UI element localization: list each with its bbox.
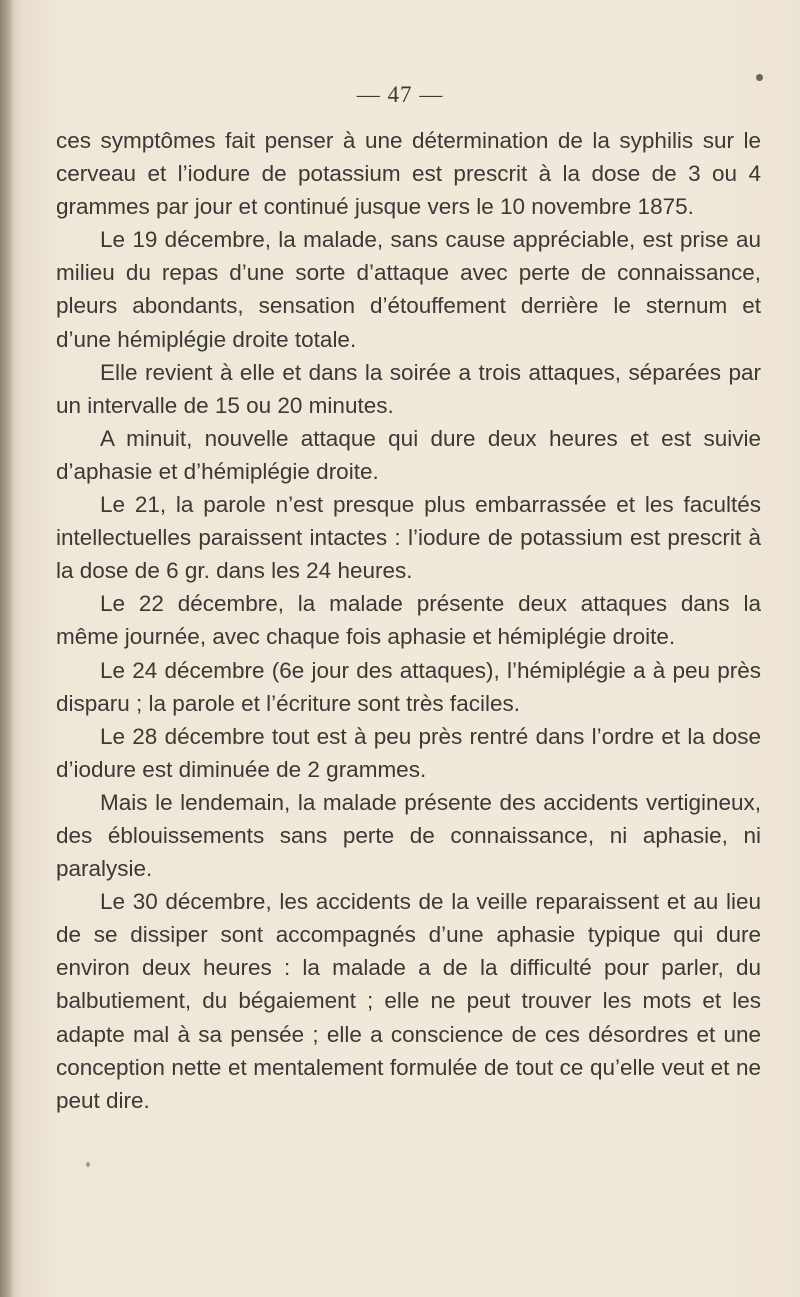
body-text: [56, 124, 761, 1117]
paragraph-1: ces symptômes fait penser à une détermination de la syphilis sur le cerveau et l’iodure de potassium est prescrit à la dose de 3 ou 4 grammes par jour et continué jusque vers le 10 novembre 1875.: [56, 128, 761, 220]
paragraph-5: Le 21, la parole n’est presque plus embarrassée et les facultés intellectuelles paraissent intactes : l’iodure de potassium est prescrit à la dose de 6 gr. dans les 24 heures.: [56, 492, 761, 584]
page-number: — 47 —: [356, 82, 444, 107]
paragraph-10: Le 30 décembre, les accidents de la veille reparaissent et au lieu de se dissiper sont accompagnés d’une aphasie typique qui dure environ deux heures : la malade a de la difficulté pour parler, du balbutiement, du bégaiement ; elle ne peut trouver les mots et les adapte mal à sa pensée ; elle a conscience de ces désordres et une conception nette et mentalement formulée de tout ce qu’elle veut et ne peut dire.: [56, 889, 761, 1113]
binding-shadow: [0, 0, 14, 1297]
ink-speck: [756, 74, 763, 81]
paragraph-2: Le 19 décembre, la malade, sans cause appréciable, est prise au milieu du repas d’une sorte d’attaque avec perte de connaissance, pleurs abondants, sensation d’étouffement derrière le sternum et d’une hémiplégie droite totale.: [56, 227, 761, 352]
paragraph-9: Mais le lendemain, la malade présente des accidents vertigineux, des éblouissements sans perte de connaissance, ni aphasie, ni paralysie.: [56, 789, 761, 882]
paragraph-4: A minuit, nouvelle attaque qui dure deux heures et est suivie d’aphasie et d’hémiplégie droite.: [56, 425, 761, 484]
paragraph-3: Elle revient à elle et dans la soirée a trois attaques, séparées par un intervalle de 15 ou 20 minutes.: [56, 359, 761, 418]
paragraph-8: Le 28 décembre tout est à peu près rentré dans l’ordre et la dose d’iodure est diminuée de 2 grammes.: [56, 723, 761, 782]
paragraph-7: Le 24 décembre (6e jour des attaques), l’hémiplégie a à peu près disparu ; la parole et l’écriture sont très faciles.: [56, 657, 761, 716]
paragraph-6: Le 22 décembre, la malade présente deux attaques dans la même journée, avec chaque fois aphasie et hémiplégie droite.: [56, 591, 761, 650]
ink-speck: [86, 1162, 90, 1167]
